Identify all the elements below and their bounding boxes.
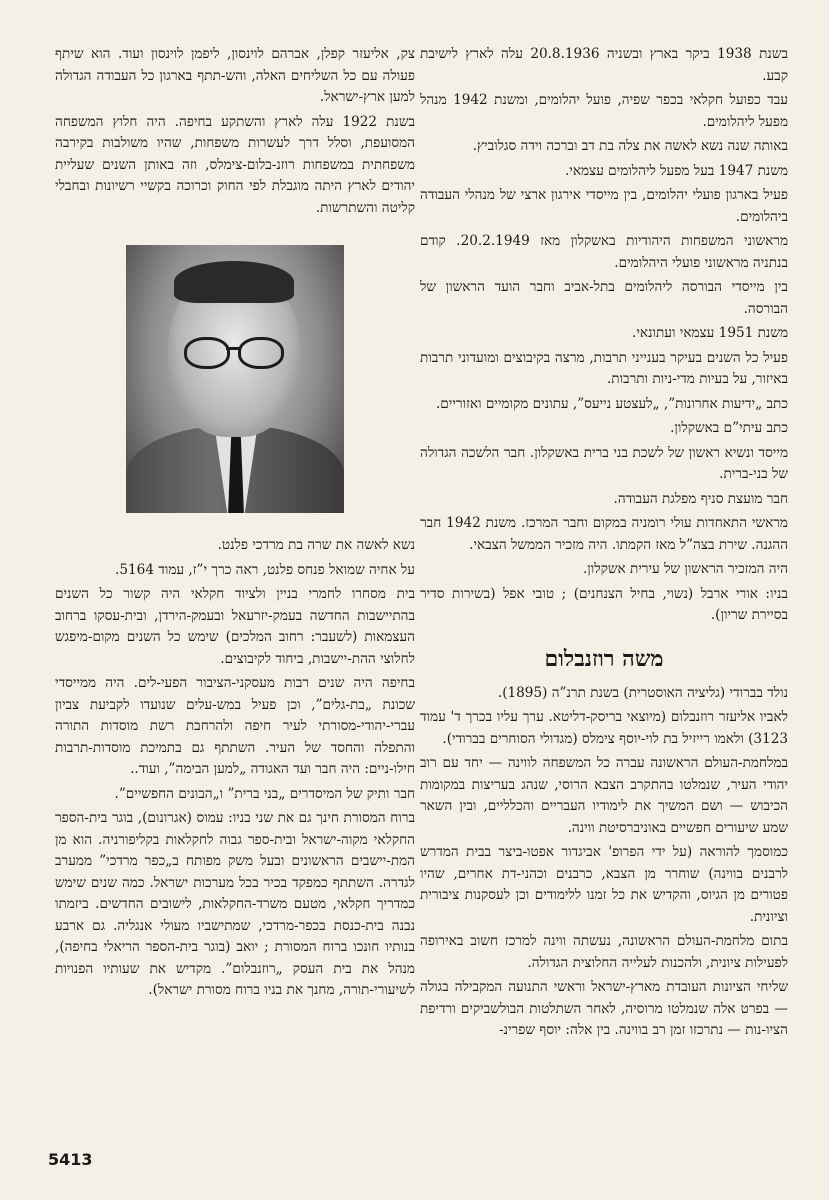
- paragraph: היה המזכיר הראשון של עירית אשקלון.: [582, 561, 788, 577]
- section-heading: משה רוזנבלום: [544, 645, 664, 672]
- paragraph: בניו: אורי ארבל (נשוי, בחיל הצנחנים) ; טובי אפל (בשירות סדיר בסיירת שריון).: [420, 585, 788, 623]
- paragraph: בין מייסדי הבורסה ליהלומים בתל-אביב וחבר הועד הראשון של הבורסה.: [420, 279, 788, 317]
- left-column: [55, 44, 415, 1005]
- photo-glasses-bridge: [226, 347, 240, 350]
- paragraph: מראשוני המשפחות היהודיות באשקלון מאז 20.2.1949. קודם בנתניה מראשוני פועלי היהלומים.: [420, 233, 788, 271]
- paragraph: עבד כפועל חקלאי בכפר שפיה, פועל יהלומים, ומשנת 1942 מנהל מפעל ליהלומים.: [420, 92, 788, 130]
- paragraph: צק, אליעזר קפלן, אברהם לוינסון, ליפמן לוינסון ועוד. הוא שיתף פעולה עם כל השליחים האלה, והש-תתף בארגון כל העבודה הגדולה למען ארץ-ישראל.: [55, 46, 415, 105]
- paragraph: חבר ותיק של המיסדרים „בני ברית” ו„הבונים החפשיים”.: [114, 785, 415, 802]
- paragraph: נשא לאשה את שרה בת מרדכי פלנט.: [217, 537, 415, 553]
- paragraph: כתב „ידיעות אחרונות”, „לעצטע נייעס”, עתונים מקומיים ואזוריים.: [435, 395, 788, 412]
- page-number: 5413: [48, 1150, 93, 1169]
- photo-hair-shape: [174, 261, 294, 303]
- paragraph: נולד בברודי (גליציה האוסטרית) בשנת תרנ”ה (1895).: [497, 684, 788, 701]
- paragraph: על אחיה שמואל פנחס פלנט, ראה כרך י”ז, עמוד 5164.: [115, 561, 415, 578]
- paragraph: משנת 1947 בעל מפעל ליהלומים עצמאי.: [564, 162, 788, 179]
- portrait-photo: [126, 245, 344, 513]
- paragraph: כמוסמך להוראה (על ידי הפרופ' אביגדור אפטו-ביצר בבית המדרש לרבנים בווינה) שוחרר מן הצבא, כרבנים וכהני-דת אחרים, שהיו פטורים מן הגיוס, והקדיש את כל זמנו ללימודים וכן לעסקנות ציבורית וציונית.: [420, 844, 788, 925]
- paragraph: בית מסחרו לחמרי בניין ולציוד חקלאי היה קשור כל השנים בהתיישבות החדשה בעמק-יזרעאל ובעמק-הירדן, ובית-עסקו ברחוב העצמאות (לשעבר: רחוב המלכים) שימש כל השנים מקום-מיפגש לחלוצי ההת-יישבות, ביחוד לקיבוצים.: [55, 586, 415, 667]
- photo-glasses-lens: [238, 337, 284, 369]
- paragraph: מייסד ונשיא ראשון של לשכת בני ברית באשקלון. חבר הלשכה הגדולה של בני-ברית.: [420, 444, 788, 482]
- paragraph: חבר מועצת סניף מפלגת העבודה.: [613, 490, 788, 507]
- paragraph: בחיפה היה שנים רבות מעסקני-הציבור הפעי-לים. היה ממייסדי שכונת „בת-גלים”, וכן פעיל במש-עלים שנועדו לקביעת צביון עברי-יהודי-מסורתי לעיר חיפה ולהרחבת רשת מוסדות התורה והתפלה והחסד של העיר. השתתף גם בתמיכת מוסדות-תרבות חילו-ניים: היה חבר ועד האגודה „למען הבימה”, ועוד..: [55, 675, 415, 777]
- right-column: [420, 44, 788, 1045]
- photo-glasses-lens: [184, 337, 230, 369]
- paragraph: פעיל בארגון פועלי יהלומים, בין מייסדי אירגון ארצי של מנהלי העבודה ביהלומים.: [420, 187, 788, 225]
- paragraph: בשנת 1922 עלה לארץ והשתקע בחיפה. היה חלוץ המשפחה המסועפת, וסלל דרך לעשרות משפחות, שהיו משולבות בקירבה משפחתית במשפחות רוזנ-בלום-צימלס, וזה באותן השנים שעליית יהודים לארץ היתה מוגבלת לפי החוק וכרוכה בקשיי רשיונות ובחבלי קליטה והשתרשות.: [55, 113, 415, 216]
- paragraph: שליחי הציונות העובדת מארץ-ישראל וראשי התנועה המקבילה בגולה — בפרט אלה שנמלטו מרוסיה, לאחר השתלטות הבולשביקים ורדיפת הציו-נות — נתרכזו זמן רב בווינה. בין אלה: יוסף שפרינ-: [420, 979, 788, 1038]
- paragraph: בתום מלחמת-העולם הראשונה, נעשתה ווינה למרכז חשוב באירופה לפעילות ציונית, ולהכנות לעלייה החלוצית הגדולה.: [420, 933, 788, 971]
- paragraph: בשנת 1938 ביקר בארץ ובשניה 20.8.1936 עלה לארץ לישיבת קבע.: [420, 46, 788, 84]
- paragraph: מראשי התאחדות עולי רומניה במקום וחבר המרכז. משנת 1942 חבר ההגנה. שירת בצה”ל מאז הקמתו. היה מזכיר הממשל הצבאי.: [420, 515, 788, 553]
- paragraph: במלחמת-העולם הראשונה עברה כל המשפחה לווינה — יחד עם רוב יהודי העיר, שנמלטו בהתקרב הצבא הרוסי, שנהג בעריצות במקומות הכיבוש — ושם המשיך את לימודיו העבריים והכלליים, ובין השאר שמע שיעורים חפשיים באוניברסיטת ווינה.: [420, 755, 788, 836]
- paragraph: משנת 1951 עצמאי ועתונאי.: [632, 325, 788, 341]
- paragraph: פעיל כל השנים בעיקר בענייני תרבות, מרצה בקיבוצים ומועדוני תרבות באיזור, על בעיות מדי-ניות ותרבות.: [420, 349, 788, 387]
- paragraph: לאביו אליעזר רוזנבלום (מיוצאי בריסק-דליטא. ערך עליו בכרך ד' עמוד 3123) ולאמו רייזיל בת לוי-יוסף צימלס (מגדולי הסוחרים בברודי).: [420, 709, 788, 747]
- paragraph: באותה שנה נשא לאשה את צלה בת דב וברכה וידה סגלוביץ.: [472, 138, 788, 154]
- paragraph: ברוח המסורת חינך גם את שני בניו: עמוס (אגרונום), בוגר בית-הספר החקלאי מקוה-ישראל ובית-ספר גבוה לחקלאות בקליפורניה. הוא מן המת-יישבים הראשונים ובעל משק מפותח ב„כפר מרדכי” ממערב לגדרה. השתתף כמפקד בכיר בכל מערכות ישראל. כמה שנים שימש כמדריך חקלאי, מטעם משרד-החקלאות, לישובים החדשים. ביזמתו נבנה בית-כנסת בכפר-מרדכי, שמתישביו מעולי אנגליה. גם ארבע בנותיו חונכו ברוח המסורת ; יואב (בוגר בית-הספר הריאלי בחיפה), מנהל את בית העסק „רוזנבלום”. מקדיש את שעותיו הפנויות לשיעורי-תורה, מחנך את בניו ברוח מסורת ישראל).: [55, 810, 415, 998]
- paragraph: כתב עיתי”ם באשקלון.: [670, 420, 788, 436]
